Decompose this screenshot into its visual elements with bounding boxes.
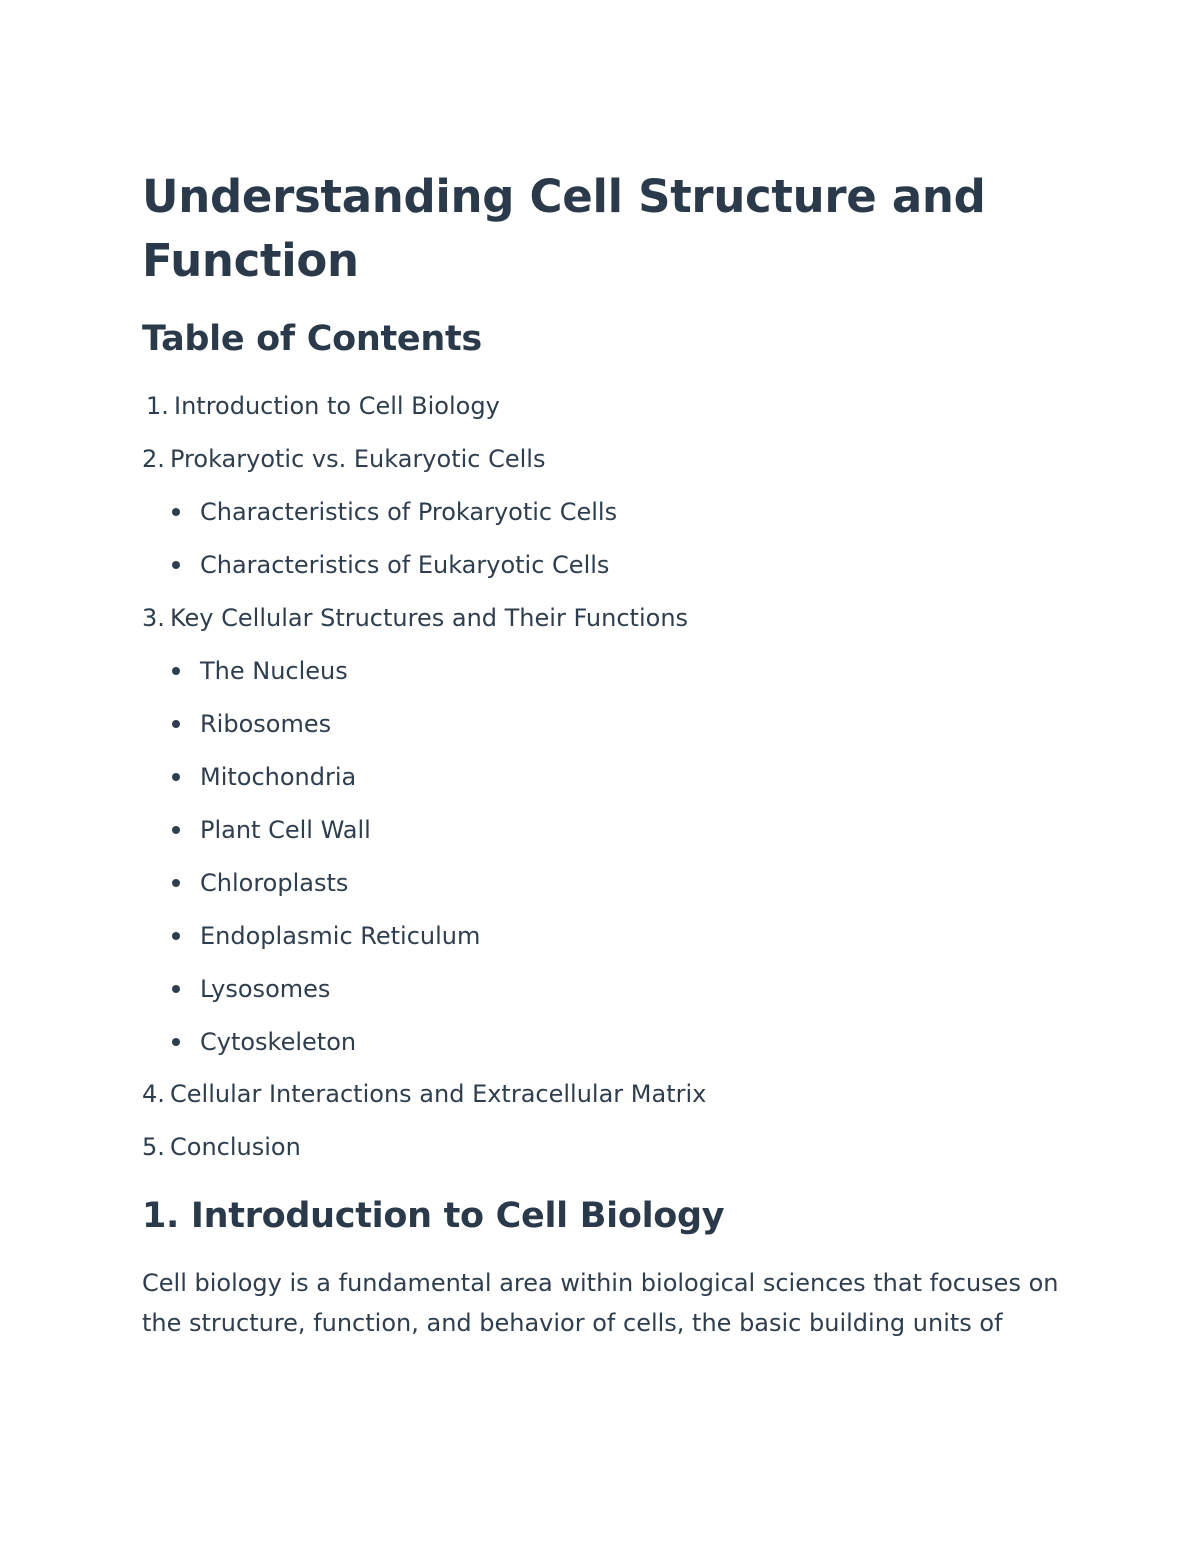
toc-subitem[interactable]: Endoplasmic Reticulum bbox=[200, 922, 481, 950]
bullet-icon bbox=[172, 667, 180, 675]
body-paragraph: Cell biology is a fundamental area within biological sciences that focuses on the structure, function, and behavior of cells, the basic building units of bbox=[142, 1269, 1059, 1337]
toc-item-label: Cellular Interactions and Extracellular Matrix bbox=[170, 1080, 707, 1108]
toc-subitem[interactable]: Plant Cell Wall bbox=[200, 816, 371, 844]
toc-item-4[interactable] bbox=[142, 1078, 706, 1110]
bullet-icon bbox=[172, 985, 180, 993]
toc-heading: Table of Contents bbox=[142, 319, 482, 359]
toc-item-number: 4. bbox=[142, 1080, 165, 1108]
bullet-icon bbox=[172, 773, 180, 781]
toc-subitem[interactable]: The Nucleus bbox=[200, 657, 348, 685]
toc-item-5[interactable] bbox=[142, 1131, 301, 1163]
toc-item-number: 3. bbox=[142, 604, 165, 632]
toc-item-3[interactable] bbox=[142, 602, 688, 634]
bullet-icon bbox=[172, 720, 180, 728]
toc-item-label: Conclusion bbox=[170, 1133, 301, 1161]
toc-item-label: Prokaryotic vs. Eukaryotic Cells bbox=[170, 445, 546, 473]
bullet-icon bbox=[172, 508, 180, 516]
toc-item-label: Key Cellular Structures and Their Functions bbox=[170, 604, 689, 632]
toc-item-1[interactable] bbox=[146, 390, 500, 422]
document-title: Understanding Cell Structure and Function bbox=[142, 170, 986, 287]
toc-item-2[interactable] bbox=[142, 443, 545, 475]
toc-item-number: 2. bbox=[142, 445, 165, 473]
toc-subitem[interactable]: Lysosomes bbox=[200, 975, 331, 1003]
toc-item-number: 1. bbox=[146, 392, 169, 420]
bullet-icon bbox=[172, 879, 180, 887]
bullet-icon bbox=[172, 932, 180, 940]
toc-subitem[interactable]: Characteristics of Prokaryotic Cells bbox=[200, 498, 618, 526]
bullet-icon bbox=[172, 561, 180, 569]
bullet-icon bbox=[172, 1038, 180, 1046]
bullet-icon bbox=[172, 826, 180, 834]
section-heading: 1. Introduction to Cell Biology bbox=[142, 1196, 725, 1236]
toc-subitem[interactable]: Ribosomes bbox=[200, 710, 332, 738]
toc-item-label: Introduction to Cell Biology bbox=[174, 392, 500, 420]
toc-subitem[interactable]: Characteristics of Eukaryotic Cells bbox=[200, 551, 610, 579]
toc-subitem[interactable]: Mitochondria bbox=[200, 763, 357, 791]
toc-item-number: 5. bbox=[142, 1133, 165, 1161]
toc-subitem[interactable]: Cytoskeleton bbox=[200, 1028, 357, 1056]
toc-subitem[interactable]: Chloroplasts bbox=[200, 869, 349, 897]
